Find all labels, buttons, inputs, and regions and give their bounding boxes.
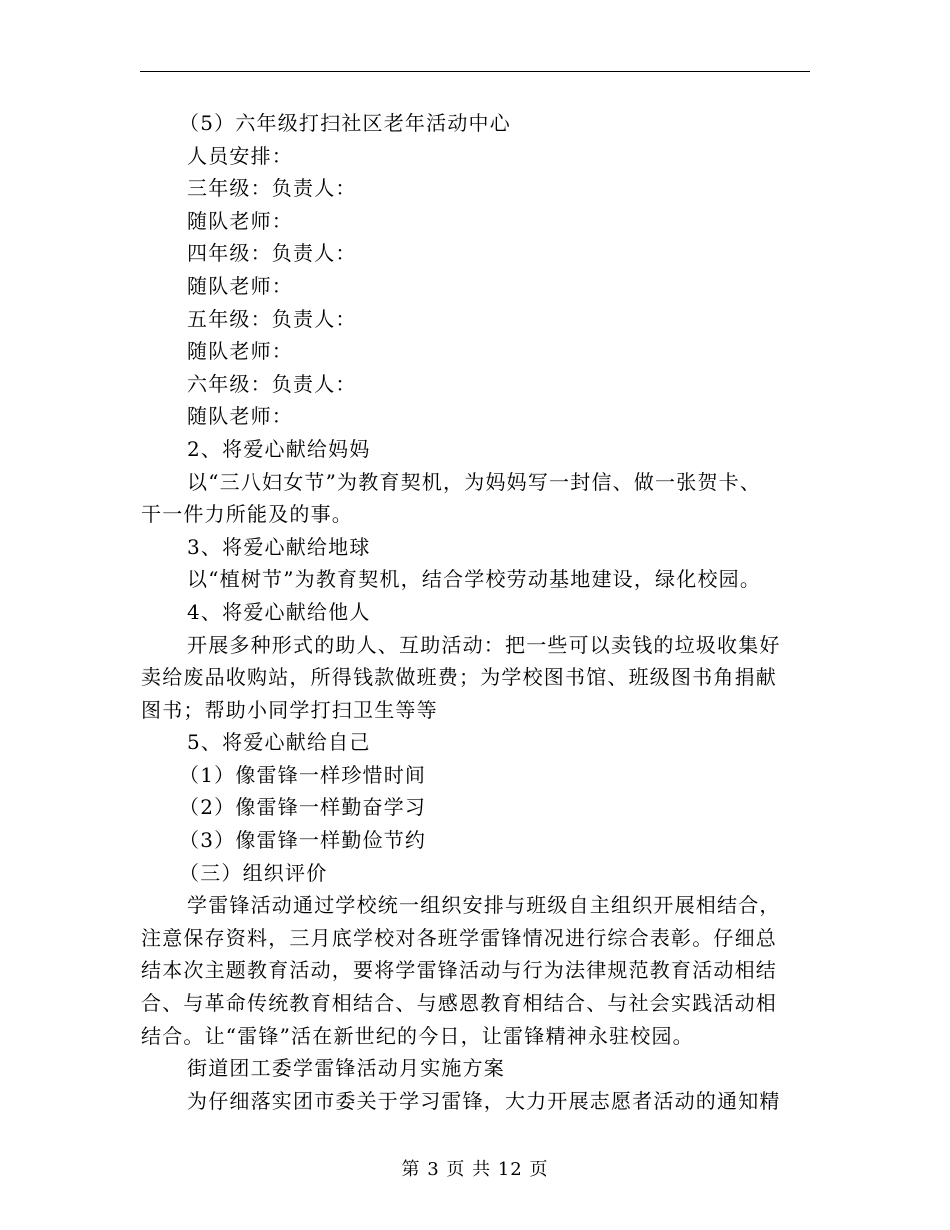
text-line: 随队老师： [187,208,293,233]
text-line: 随队老师： [187,404,293,429]
text-line: 街道团工委学雷锋活动月实施方案 [187,1056,505,1081]
text-line: 以“植树节”为教育契机，结合学校劳动基地建设，绿化校园。 [187,567,762,592]
text-line: （三）组织评价 [179,860,328,885]
text-line: （5）六年级打扫社区老年活动中心 [179,111,511,135]
text-line: 随队老师： [187,339,293,364]
header-rule [140,71,810,72]
page-number: 第 3 页 共 12 页 [401,1159,549,1180]
document-body [141,107,809,1117]
text-line: 六年级：负责人： [187,371,357,396]
text-line: 四年级：负责人： [187,241,357,266]
text-line: 卖给废品收购站，所得钱款做班费；为学校图书馆、班级图书角捐献 [141,665,777,690]
text-line: 学雷锋活动通过学校统一组织安排与班级自主组织开展相结合， [187,893,781,918]
text-line: 人员安排： [187,143,293,168]
text-line: 结本次主题教育活动，要将学雷锋活动与行为法律规范教育活动相结 [141,958,777,983]
text-line: 4、将爱心献给他人 [187,599,371,624]
text-line: 注意保存资料，三月底学校对各班学雷锋情况进行综合表彰。仔细总 [141,925,777,950]
text-line: 为仔细落实团市委关于学习雷锋，大力开展志愿者活动的通知精 [187,1088,781,1113]
text-line: 结合。让“雷锋”活在新世纪的今日，让雷锋精神永驻校园。 [141,1023,694,1048]
text-line: （1）像雷锋一样珍惜时间 [179,762,427,787]
text-line: 图书；帮助小同学打扫卫生等等 [141,697,438,722]
text-line: 干一件力所能及的事。 [141,502,353,527]
text-line: 五年级：负责人： [187,306,357,331]
text-line: 三年级：负责人： [187,176,357,201]
text-line: 合、与革命传统教育相结合、与感恩教育相结合、与社会实践活动相 [141,991,777,1016]
text-line: 以“三八妇女节”为教育契机，为妈妈写一封信、做一张贺卡、 [187,469,762,494]
text-line: （3）像雷锋一样勤俭节约 [179,828,427,853]
text-line: 3、将爱心献给地球 [187,534,371,559]
text-line: 5、将爱心献给自己 [187,730,371,755]
text-line: 随队老师： [187,273,293,298]
text-line: 2、将爱心献给妈妈 [187,436,371,461]
text-line: （2）像雷锋一样勤奋学习 [179,795,427,820]
text-line: 开展多种形式的助人、互助活动：把一些可以卖钱的垃圾收集好 [187,632,781,657]
